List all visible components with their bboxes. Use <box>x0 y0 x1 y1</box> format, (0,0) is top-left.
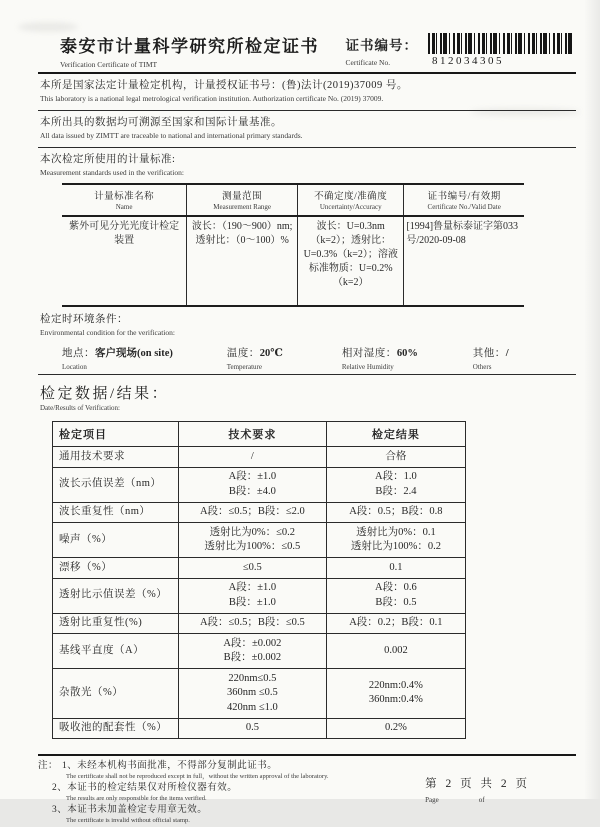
note-text-english: The results are only responsible for the items verified. <box>66 795 207 802</box>
table-cell-requirement: ≤0.5 <box>178 558 326 579</box>
field-label: 地点： <box>62 348 95 359</box>
table-cell-requirement: / <box>178 447 326 468</box>
table-cell-requirement: A段：±0.002 B段：±0.002 <box>178 634 326 669</box>
statement-text-english: All data issued by ZIMTT are traceable to national and international primary standards. <box>40 131 303 140</box>
table-cell-uncertainty: 波长：U=0.3nm（k=2）；透射比：U=0.3%（k=2）；溶液标准物质：U=0.2%（k=2） <box>298 216 404 306</box>
table-row <box>53 613 466 634</box>
statement-text: 本所出具的数据均可溯源至国家和国际计量基准。 <box>40 117 282 128</box>
certificate-number-group <box>346 32 577 67</box>
table-cell-requirement: 透射比为0%：≤0.2 透射比为100%：≤0.5 <box>178 523 326 558</box>
note-text-english: The certificate is invalid without official stamp. <box>66 817 190 824</box>
table-row <box>53 578 466 613</box>
barcode <box>428 33 574 54</box>
page-indicator <box>425 775 530 827</box>
table-cell-result: A段：0.6 B段：0.5 <box>326 578 465 613</box>
scan-edge-shadow <box>584 0 600 799</box>
page-number-text: 第 2 页 共 2 页 <box>425 778 530 790</box>
table-cell-item: 透射比示值误差（%） <box>53 578 179 613</box>
table-cell-result: 0.2% <box>326 718 465 739</box>
results-heading <box>38 382 576 412</box>
divider <box>38 754 576 756</box>
table-cell-requirement: A段：±1.0 B段：±4.0 <box>178 467 326 502</box>
note-item <box>52 783 329 803</box>
table-header-cell: 检定结果 <box>326 422 465 447</box>
environment-heading-english: Environmental condition for the verification: <box>40 328 175 337</box>
note-text: 1、未经本机构书面批准，不得部分复制此证书。 <box>62 761 278 771</box>
notes <box>38 761 329 827</box>
table-header-cell <box>404 184 524 216</box>
table-row <box>53 634 466 669</box>
table-cell-name: 紫外可见分光光度计检定装置 <box>69 221 180 246</box>
field-label-english: Temperature <box>226 363 262 371</box>
environment-heading <box>38 307 576 337</box>
standards-table <box>62 183 524 307</box>
note-text: 3、本证书未加盖检定专用章无效。 <box>52 805 208 815</box>
page-label-english: Page <box>425 796 439 804</box>
header-label: 不确定度/准确度 <box>314 192 388 202</box>
table-header-cell <box>298 184 404 216</box>
certificate-number-label-english: Certificate No. <box>345 58 391 67</box>
env-field-location <box>62 345 227 371</box>
results-heading-text: 检定数据/结果： <box>40 386 170 402</box>
table-cell-requirement: A段：≤0.5；B段：≤0.5 <box>178 613 326 634</box>
note-item <box>38 761 329 781</box>
field-label-english: Others <box>472 363 492 371</box>
certificate-number-label: 证书编号： <box>345 38 418 53</box>
table-header-cell <box>62 184 187 216</box>
results-table <box>52 421 466 739</box>
env-field-temperature <box>227 345 342 371</box>
table-cell-result: 0.1 <box>326 558 465 579</box>
field-value: / <box>505 348 509 359</box>
note-item <box>52 805 329 825</box>
table-row <box>53 669 466 719</box>
note-text-english: The certificate shall not be reproduced except in full，without the written approval of the laboratory. <box>66 773 329 780</box>
header-label-english: Uncertainty/Accuracy <box>319 203 382 211</box>
table-cell-result: 透射比为0%：0.1 透射比为100%：0.2 <box>326 523 465 558</box>
table-row <box>53 718 466 739</box>
table-cell-result: 0.002 <box>326 634 465 669</box>
table-header-cell <box>187 184 298 216</box>
header-label-english: Measurement Range <box>213 203 272 211</box>
results-heading-english: Date/Results of Verification: <box>40 404 120 412</box>
notes-label: 注： <box>38 761 59 771</box>
table-cell-item: 基线平直度（A） <box>53 634 179 669</box>
field-value: 60% <box>396 348 418 359</box>
field-label-english: Location <box>62 363 87 371</box>
table-cell-requirement: 0.5 <box>178 718 326 739</box>
table-cell-item: 吸收池的配套性（%） <box>53 718 179 739</box>
header-label-english: Name <box>115 203 133 211</box>
table-cell-result: A段：0.5；B段：0.8 <box>326 502 465 523</box>
divider <box>38 374 576 375</box>
table-cell-requirement: A段：≤0.5；B段：≤2.0 <box>178 502 326 523</box>
table-cell-item: 杂散光（%） <box>53 669 179 719</box>
table-row <box>53 502 466 523</box>
env-field-others <box>473 345 576 371</box>
table-header-row <box>53 422 466 447</box>
statement-traceability <box>38 111 576 144</box>
table-header-cell: 技术要求 <box>178 422 326 447</box>
statement-text-english: This laboratory is a national legal metrological verification institution. Authorization certificate No. (2019) 37009. <box>40 94 384 103</box>
table-header-row <box>62 184 524 216</box>
field-value: 客户现场(on site) <box>95 348 173 359</box>
table-row <box>62 216 524 306</box>
header-label: 证书编号/有效期 <box>427 192 501 202</box>
table-cell-certificate: [1994]鲁量标泰证字第033号/2020-09-08 <box>404 216 524 306</box>
header-label: 测量范围 <box>222 192 263 202</box>
field-label: 其他： <box>472 348 506 359</box>
certificate-title: 泰安市计量科学研究所检定证书 <box>60 37 319 56</box>
table-header-cell: 检定项目 <box>53 422 179 447</box>
table-cell-item: 通用技术要求 <box>53 447 179 468</box>
header-label-english: Certificate No./Valid Date <box>427 203 501 211</box>
table-cell-item: 波长示值误差（nm） <box>53 467 179 502</box>
certificate-title-english: Verification Certificate of TIMT <box>60 60 158 69</box>
table-cell-item: 透射比重复性(%) <box>53 613 179 634</box>
table-cell-item: 波长重复性（nm） <box>53 502 179 523</box>
note-text: 2、本证书的检定结果仅对所检仪器有效。 <box>52 783 238 793</box>
table-cell-result: A段：0.2；B段：0.1 <box>326 613 465 634</box>
table-row <box>53 523 466 558</box>
standards-heading <box>38 148 576 181</box>
field-label: 温度： <box>226 348 260 359</box>
table-cell-requirement: A段：±1.0 B段：±1.0 <box>178 578 326 613</box>
table-cell-range: 波长：（190～900）nm;透射比：（0～100）% <box>187 216 298 306</box>
statement-authorization <box>38 74 576 107</box>
environment-fields <box>62 345 576 371</box>
environment-heading-text: 检定时环境条件： <box>40 314 128 325</box>
footer <box>38 761 576 827</box>
standards-heading-english: Measurement standards used in the verification: <box>40 168 184 177</box>
standards-heading-text: 本次检定所使用的计量标准: <box>40 154 176 165</box>
table-row <box>53 558 466 579</box>
page-of-english: of <box>478 796 485 804</box>
table-cell-result: A段：1.0 B段：2.4 <box>326 467 465 502</box>
statement-text: 本所是国家法定计量检定机构，计量授权证书号：(鲁)法计(2019)37009 号。 <box>40 80 408 91</box>
field-label-english: Relative Humidity <box>341 363 394 371</box>
header <box>38 32 576 69</box>
table-row <box>53 447 466 468</box>
table-row <box>53 467 466 502</box>
table-cell-item: 漂移（%） <box>53 558 179 579</box>
table-cell-item: 噪声（%） <box>53 523 179 558</box>
results-table-body <box>53 447 466 739</box>
field-label: 相对湿度： <box>341 348 397 359</box>
header-label: 计量标准名称 <box>94 192 155 202</box>
table-cell-result: 220nm:0.4% 360nm:0.4% <box>326 669 465 719</box>
certificate-number-value: 812034305 <box>432 55 504 67</box>
title-block <box>60 32 319 69</box>
env-field-humidity <box>342 345 473 371</box>
table-cell-requirement: 220nm≤0.5 360nm ≤0.5 420nm ≤1.0 <box>178 669 326 719</box>
table-cell-result: 合格 <box>326 447 465 468</box>
field-value: 20℃ <box>259 348 283 359</box>
